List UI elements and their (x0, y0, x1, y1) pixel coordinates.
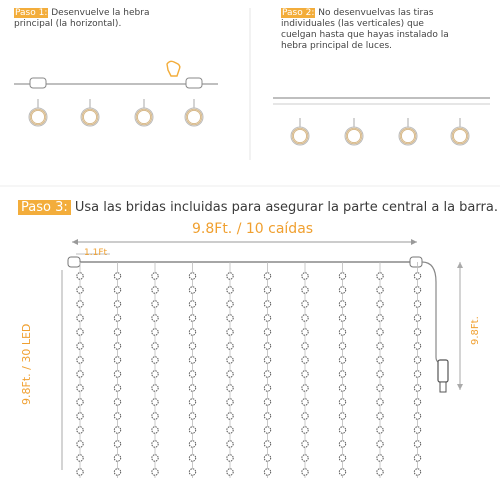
led-bulb (189, 427, 195, 433)
light-drop (227, 262, 233, 478)
led-bulb (377, 371, 383, 377)
led-bulb (302, 273, 308, 279)
led-bulb (339, 357, 345, 363)
led-bulb (302, 287, 308, 293)
led-bulb (77, 329, 83, 335)
led-bulb (377, 441, 383, 447)
led-bulb (377, 455, 383, 461)
main-strand (68, 257, 442, 363)
led-bulb (302, 329, 308, 335)
light-drop (114, 262, 120, 478)
led-bulb (152, 399, 158, 405)
led-bulb (189, 357, 195, 363)
step1-text-2: principal (la horizontal). (14, 19, 122, 29)
step2-text-4: hebra principal de luces. (281, 41, 393, 51)
led-bulb (77, 441, 83, 447)
led-bulb (114, 413, 120, 419)
led-bulb (414, 413, 420, 419)
light-drop (414, 262, 420, 478)
light-drop (264, 262, 270, 478)
led-bulb (339, 315, 345, 321)
led-bulb (414, 273, 420, 279)
led-bulb (339, 273, 345, 279)
led-bulb (414, 343, 420, 349)
light-drop (189, 262, 195, 478)
led-bulb (264, 413, 270, 419)
led-bulb (227, 329, 233, 335)
step3-text: Usa las bridas incluidas para asegurar la parte central a la barra. (70, 200, 498, 215)
led-bulb (189, 441, 195, 447)
led-bulb (227, 413, 233, 419)
led-bulb (414, 287, 420, 293)
led-bulb (414, 315, 420, 321)
led-bulb (77, 287, 83, 293)
light-drops (77, 262, 421, 478)
coil (345, 118, 363, 145)
led-bulb (77, 469, 83, 475)
right-height-dimension (457, 262, 463, 390)
led-bulb (302, 441, 308, 447)
led-bulb (227, 469, 233, 475)
light-drop (152, 262, 158, 478)
coil (291, 118, 309, 145)
led-bulb (152, 343, 158, 349)
led-bulb (77, 301, 83, 307)
led-bulb (302, 357, 308, 363)
led-bulb (77, 455, 83, 461)
led-bulb (227, 371, 233, 377)
led-bulb (339, 399, 345, 405)
led-bulb (264, 441, 270, 447)
led-bulb (339, 455, 345, 461)
led-bulb (264, 385, 270, 391)
led-bulb (377, 287, 383, 293)
led-bulb (339, 385, 345, 391)
led-bulb (114, 399, 120, 405)
led-bulb (302, 315, 308, 321)
led-bulb (152, 315, 158, 321)
step3-tag: Paso 3: (18, 200, 71, 215)
led-bulb (377, 301, 383, 307)
led-bulb (152, 273, 158, 279)
step2-text-3: cuelgan hasta que hayas instalado la (281, 30, 449, 40)
led-bulb (377, 385, 383, 391)
led-bulb (114, 371, 120, 377)
led-bulb (189, 399, 195, 405)
step1-text-1: Desenvuelve la hebra (48, 8, 150, 18)
led-bulb (377, 315, 383, 321)
step2-coils (291, 118, 469, 145)
coil (185, 99, 203, 126)
led-bulb (77, 427, 83, 433)
led-bulb (414, 385, 420, 391)
led-bulb (77, 399, 83, 405)
width-dimension (72, 239, 417, 245)
led-bulb (339, 371, 345, 377)
led-bulb (264, 371, 270, 377)
led-bulb (114, 343, 120, 349)
led-bulb (77, 385, 83, 391)
led-bulb (189, 273, 195, 279)
led-bulb (264, 273, 270, 279)
led-bulb (114, 455, 120, 461)
led-bulb (264, 399, 270, 405)
led-bulb (227, 273, 233, 279)
led-bulb (377, 413, 383, 419)
led-bulb (377, 343, 383, 349)
led-bulb (227, 343, 233, 349)
width-label: 9.8Ft. / 10 caídas (192, 221, 314, 237)
led-bulb (414, 357, 420, 363)
led-bulb (114, 287, 120, 293)
led-bulb (339, 329, 345, 335)
coil (451, 118, 469, 145)
led-bulb (339, 469, 345, 475)
led-bulb (227, 455, 233, 461)
led-bulb (114, 329, 120, 335)
step1-strand (14, 78, 218, 88)
led-bulb (77, 343, 83, 349)
led-bulb (114, 427, 120, 433)
led-bulb (152, 357, 158, 363)
led-bulb (189, 413, 195, 419)
led-bulb (152, 413, 158, 419)
spacing-label: 1.1Ft (84, 248, 108, 258)
led-bulb (377, 469, 383, 475)
led-bulb (189, 329, 195, 335)
step2-text-2: individuales (las verticales) que (281, 19, 424, 29)
led-bulb (414, 371, 420, 377)
led-bulb (114, 357, 120, 363)
led-bulb (77, 357, 83, 363)
coil (399, 118, 417, 145)
led-bulb (264, 287, 270, 293)
led-bulb (114, 385, 120, 391)
led-bulb (189, 455, 195, 461)
led-bulb (189, 343, 195, 349)
led-bulb (189, 301, 195, 307)
led-bulb (77, 315, 83, 321)
led-bulb (77, 273, 83, 279)
step1-coils (29, 99, 203, 126)
left-height-label: 9.8Ft. / 30 LED (20, 323, 33, 405)
led-bulb (302, 343, 308, 349)
light-drop (77, 262, 83, 478)
led-bulb (302, 399, 308, 405)
led-bulb (264, 469, 270, 475)
led-bulb (152, 329, 158, 335)
led-bulb (414, 441, 420, 447)
light-drop (302, 262, 308, 478)
led-bulb (77, 371, 83, 377)
light-drop (339, 262, 345, 478)
led-bulb (302, 427, 308, 433)
led-bulb (264, 357, 270, 363)
led-bulb (377, 329, 383, 335)
pointing-hand-icon (167, 61, 180, 76)
led-bulb (152, 301, 158, 307)
step2-text-1: No desenvuelvas las tiras (315, 8, 434, 18)
led-bulb (114, 315, 120, 321)
led-bulb (152, 287, 158, 293)
led-bulb (339, 441, 345, 447)
led-bulb (227, 315, 233, 321)
led-bulb (227, 399, 233, 405)
step2-strand (273, 98, 490, 104)
led-bulb (339, 287, 345, 293)
led-bulb (414, 427, 420, 433)
led-bulb (114, 273, 120, 279)
coil (29, 99, 47, 126)
led-bulb (114, 441, 120, 447)
step3-label (18, 200, 498, 215)
led-bulb (227, 441, 233, 447)
led-bulb (152, 385, 158, 391)
led-bulb (414, 469, 420, 475)
usb-plug-icon (438, 360, 448, 392)
led-bulb (264, 455, 270, 461)
led-bulb (227, 385, 233, 391)
led-bulb (189, 287, 195, 293)
step2-tag: Paso 2: (282, 8, 315, 18)
led-bulb (302, 469, 308, 475)
led-bulb (114, 301, 120, 307)
led-bulb (152, 371, 158, 377)
light-drop (377, 262, 383, 478)
led-bulb (227, 427, 233, 433)
led-bulb (414, 399, 420, 405)
led-bulb (339, 413, 345, 419)
led-bulb (227, 301, 233, 307)
led-bulb (339, 427, 345, 433)
led-bulb (339, 301, 345, 307)
led-bulb (152, 427, 158, 433)
led-bulb (302, 455, 308, 461)
led-bulb (227, 287, 233, 293)
led-bulb (152, 455, 158, 461)
led-bulb (339, 343, 345, 349)
led-bulb (414, 301, 420, 307)
led-bulb (227, 357, 233, 363)
led-bulb (264, 329, 270, 335)
step1-tag: Paso 1: (15, 8, 48, 18)
led-bulb (302, 371, 308, 377)
coil (135, 99, 153, 126)
led-bulb (377, 273, 383, 279)
led-bulb (377, 427, 383, 433)
led-bulb (377, 399, 383, 405)
led-bulb (264, 427, 270, 433)
led-bulb (264, 315, 270, 321)
led-bulb (377, 357, 383, 363)
led-bulb (152, 441, 158, 447)
led-bulb (302, 413, 308, 419)
led-bulb (77, 413, 83, 419)
right-height-label: 9.8Ft. (470, 316, 481, 345)
led-bulb (189, 385, 195, 391)
led-bulb (189, 371, 195, 377)
led-bulb (302, 385, 308, 391)
led-bulb (414, 329, 420, 335)
led-bulb (152, 469, 158, 475)
led-bulb (189, 315, 195, 321)
led-bulb (302, 301, 308, 307)
led-bulb (114, 469, 120, 475)
led-bulb (264, 343, 270, 349)
led-bulb (414, 455, 420, 461)
led-bulb (189, 469, 195, 475)
coil (81, 99, 99, 126)
led-bulb (264, 301, 270, 307)
